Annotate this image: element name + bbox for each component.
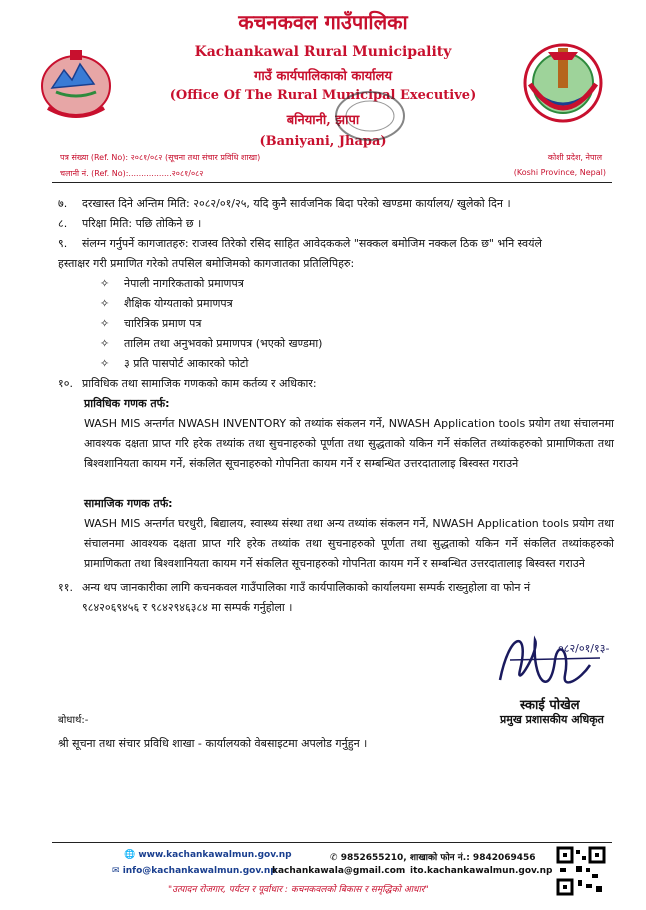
office-title-np: गाउँ कार्यपालिकाको कार्यालय [254,69,392,84]
municipality-logo [520,40,606,126]
diamond-icon: ✧ [100,357,110,370]
place-en: (Baniyani, Jhapa) [259,134,387,149]
footer-divider [52,842,612,843]
document-bullet: ✧ तालिम तथा अनुभवको प्रमाणपत्र (भएको खण्डमा) [100,334,322,354]
footer-email-1: ✉ info@kachankawalmun.gov.np [112,866,277,876]
footer-phone: ✆ 9852655210, शाखाको फोन नं.: 9842069456 [330,853,536,863]
cc-text: श्री सूचना तथा संचार प्रविधि शाखा - कार्यालयको वेबसाइटमा अपलोड गर्नुहुन । [58,737,368,750]
qr-code [556,846,606,896]
document-bullet: ✧ शैक्षिक योग्यताको प्रमाणपत्र [100,294,233,314]
diamond-icon: ✧ [100,337,110,350]
dispatch-number: चलानी नं. (Ref. No):.................२०८१/०८२ [60,169,204,178]
office-title-en: (Office Of The Rural Municipal Executive) [169,88,477,103]
technical-enumerator-duties: WASH MIS अन्तर्गत NWASH INVENTORY को तथ्यांक संकलन गर्ने, NWASH Application tools प्रयोग तथा संचालनमा आवश्यक दक्षता प्राप्त गरि हरेक तथ्यांक तथा सुचनाहरुको पूर्णता तथा सुद्धताको यकिन गर्ने संकलित तथ्यांकहरुको प्रामाणिकता तथा बिश्वशानियता कायम गर्ने, संकलित सूचनाहरुको गोपनिता कायम गर्ने र सम्बन्धित उत्तरदातालाइ बिस्वस्त गराउने [84,417,614,470]
province-en: (Koshi Province, Nepal) [513,168,606,177]
province-np: कोशी प्रदेश, नेपाल [547,153,602,162]
document-bullet: ✧ चारित्रिक प्रमाण पत्र [100,314,202,334]
diamond-icon: ✧ [100,317,110,330]
diamond-icon: ✧ [100,297,110,310]
item-7: ७. दरखास्त दिने अन्तिम मिति: २०८२/०१/२५, यदि कुनै सार्वजनिक बिदा परेको खण्डमा कार्यालय/ खुलेको दिन । [58,197,511,210]
technical-enumerator-heading: प्राविधिक गणक तर्फ: [84,397,170,410]
email-icon: ✉ [112,866,120,876]
nepal-emblem-logo [34,40,118,124]
place-np: बनियानी, झापा [286,113,360,128]
item-10: १०. प्राविधिक तथा सामाजिक गणकको काम कर्तव्य र अधिकार: [58,377,317,390]
document-bullet: ✧ ३ प्रति पासपोर्ट आकारको फोटो [100,354,248,374]
municipality-title-np: कचनकवल गाउँपालिका [238,10,408,34]
reference-number: पत्र संख्या (Ref. No): २०८१/०८२ (सूचना तथा संचार प्रविधि शाखा) [60,153,261,162]
footer-website: 🌐 www.kachankawalmun.gov.np [124,850,292,860]
item-8: ८. परिक्षा मिति: पछि तोकिने छ । [58,217,202,230]
signatory-name: स्काई पोखेल [520,698,580,713]
document-bullet: ✧ नेपाली नागरिकताको प्रमाणपत्र [100,274,244,294]
cc-label: बोधार्थ:- [58,715,89,726]
diamond-icon: ✧ [100,277,110,290]
social-enumerator-heading: सामाजिक गणक तर्फ: [84,497,173,510]
signature-date: ०८२/०१/१३- [558,642,610,655]
signatory-title: प्रमुख प्रशासकीय अधिकृत [500,713,604,726]
footer-slogan: "उत्पादन रोजगार, पर्यटन र पूर्वाधार : कचनकवलको बिकास र समृद्धिको आधार" [168,885,429,895]
globe-icon: 🌐 [124,850,136,860]
municipality-title-en: Kachankawal Rural Municipality [194,44,452,60]
footer-email-2: kachankawala@gmail.com [272,866,406,876]
item-9-continued: हस्ताक्षर गरी प्रमाणित गरेको तपसिल बमोजिमको कागजातका प्रतिलिपिहरु: [58,257,355,270]
item-11: ११. अन्य थप जानकारीका लागि कचनकवल गाउँपालिका गाउँ कार्यपालिकाको कार्यालयमा सम्पर्क राख्नुहोला वा फोन नं [58,581,531,594]
social-enumerator-duties: WASH MIS अन्तर्गत घरधुरी, बिद्यालय, स्वास्थ्य संस्था तथा अन्य तथ्यांक संकलन गर्ने, NWASH Application tools प्रयोग तथा संचालनमा आवश्यक दक्षता प्राप्त गरि हरेक तथ्यांक तथा सुचनाहरुको पूर्णता तथा सुद्धताको यकिन गर्ने संकलित तथ्यांकहरुको प्रामाणिकता तथा बिश्वशानियता कायम गर्ने संकलित सूचनाहरुको गोपनिता कायम गर्ने र सम्बन्धित उत्तरदातालाइ बिस्वस्त गराउने [84,517,614,570]
footer-email-3: ito.kachankawalmun.gov.np [410,866,553,876]
office-stamp [330,86,410,146]
phone-icon: ✆ [330,853,338,863]
header-divider [52,182,612,183]
item-11-contact: ९८४२०६९४५६ र ९८४२९४६३८४ मा सम्पर्क गर्नुहोला । [82,601,293,614]
item-9: ९. संलग्न गर्नुपर्ने कागजातहरु: राजस्व तिरेको रसिद साहित आवेदककले "सक्कल बमोजिम नक्कल ठिक छ" भनि स्वयंले [58,237,542,250]
